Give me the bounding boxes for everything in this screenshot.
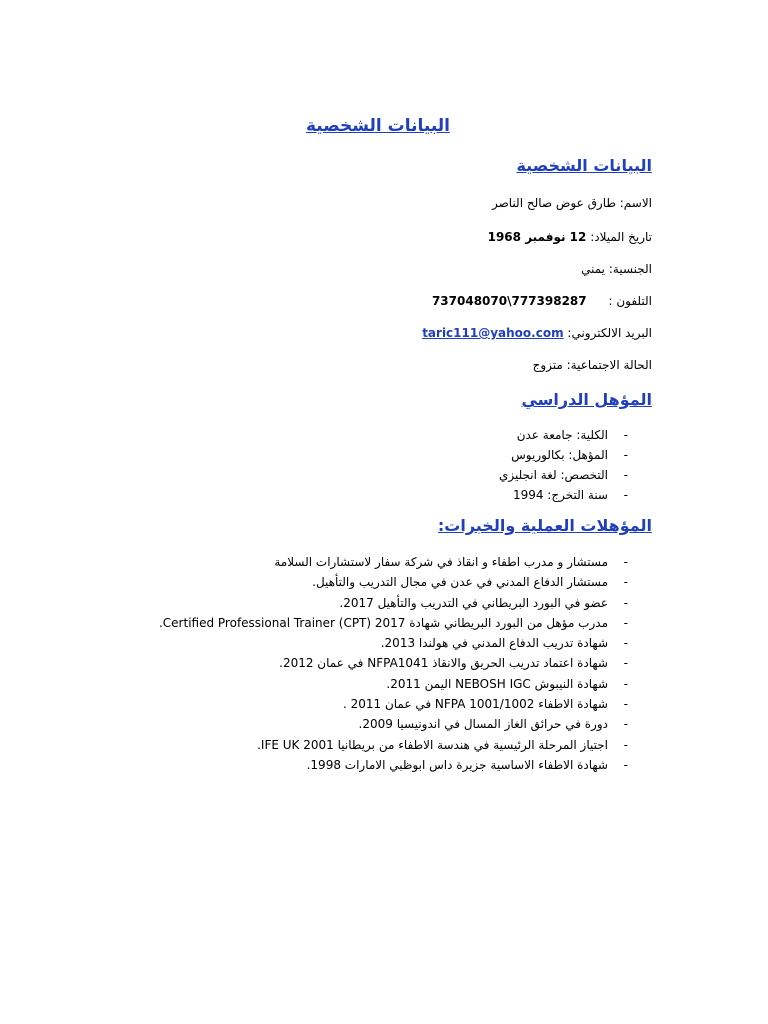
list-item: - دورة في حرائق الغاز المسال في اندونيسيا 2009. xyxy=(358,717,628,732)
email-link[interactable]: taric111@yahoo.com xyxy=(422,326,564,340)
list-item: - شهادة الاطفاء الاساسية جزيرة داس ابوظبي الامارات 1998. xyxy=(306,757,628,772)
nationality-field: الجنسية: يمني xyxy=(581,262,652,276)
email-label: البريد الالكتروني: xyxy=(567,326,652,340)
experience-list xyxy=(159,552,652,775)
email-field xyxy=(422,326,652,340)
experience-heading: المؤهلات العملية والخبرات: xyxy=(437,516,652,535)
phone-value: 737048070\777398287 xyxy=(431,294,587,308)
list-item: - اجتياز المرحلة الرئيسية في هندسة الاطفاء من بريطانيا 2001 IFE UK. xyxy=(257,737,628,752)
list-item: - مستشار و مدرب اطفاء و انقاذ في شركة سفار لاستشارات السلامة xyxy=(274,555,628,569)
education-list xyxy=(499,425,652,505)
list-item: - شهادة اعتماد تدريب الحريق والانقاذ NFPA1041 في عمان 2012. xyxy=(279,656,628,671)
list-item: - سنة التخرج: 1994 xyxy=(512,488,628,502)
list-item: - المؤهل: بكالوريوس xyxy=(511,448,628,462)
marital-status-field: الحالة الاجتماعية: متزوج xyxy=(532,358,652,372)
name-field: الاسم: طارق عوض صالح الناصر xyxy=(491,196,652,210)
list-item: - شهادة الاطفاء NFPA 1001/1002 في عمان 2011 . xyxy=(342,697,628,712)
education-heading: المؤهل الدراسي xyxy=(521,390,652,409)
document-title: البيانات الشخصية xyxy=(305,116,450,136)
dob-value: 12 نوفمبر 1968 xyxy=(487,230,587,244)
dob-label: تاريخ الميلاد: xyxy=(590,230,652,244)
personal-info-heading: البيانات الشخصية xyxy=(516,156,652,175)
phone-field xyxy=(432,294,652,308)
list-item: - شهادة تدريب الدفاع المدني في هولندا 2013. xyxy=(380,636,628,651)
list-item: - الكلية: جامعة عدن xyxy=(516,428,628,442)
phone-label: التلفون : xyxy=(608,294,652,308)
list-item: - التخصص: لغة انجليزي xyxy=(498,468,628,482)
dob-field xyxy=(488,230,652,244)
list-item: - شهادة النيبوش NEBOSH IGC اليمن 2011. xyxy=(386,676,628,691)
list-item: - مستشار الدفاع المدني في عدن في مجال التدريب والتأهيل. xyxy=(312,575,628,590)
list-item: - عضو في البورد البريطاني في التدريب والتأهيل 2017. xyxy=(339,595,628,610)
list-item: - مدرب مؤهل من البورد البريطاني شهادة 2017 Certified Professional Trainer (CPT). xyxy=(158,615,628,630)
